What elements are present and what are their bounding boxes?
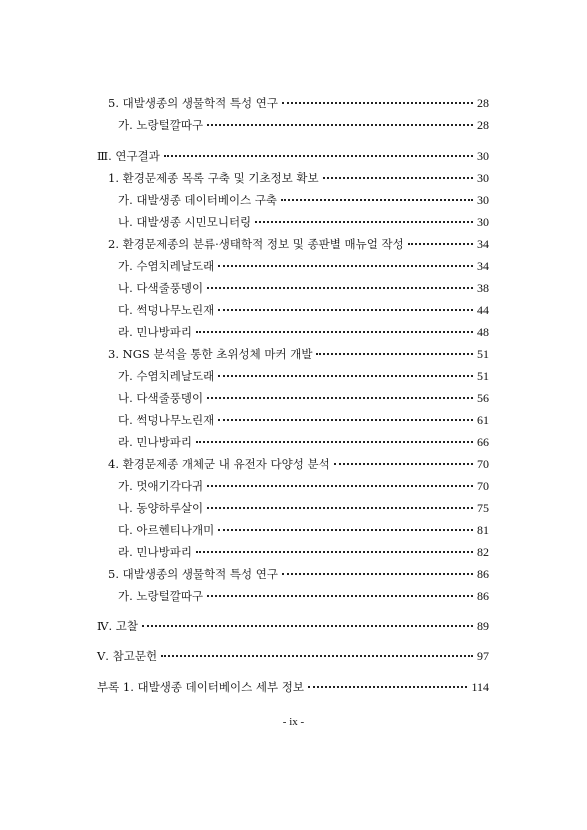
- dot-leader: [161, 655, 473, 657]
- toc-entry[interactable]: [118, 258, 489, 274]
- toc-page-number: 38: [477, 281, 489, 295]
- toc-entry-label: 가. 노랑털깔따구: [118, 589, 204, 603]
- toc-entry-label: Ⅲ. 연구결과: [97, 149, 160, 163]
- toc-page-number: 66: [477, 435, 489, 449]
- toc-page-number: 30: [477, 149, 489, 163]
- toc-entry-label: 라. 민나방파리: [118, 435, 192, 449]
- toc-page-number: 86: [477, 589, 489, 603]
- toc-page-number: 56: [477, 391, 489, 405]
- toc-page-number: 81: [477, 523, 489, 537]
- toc-page-number: 86: [477, 567, 489, 581]
- toc-entry[interactable]: [118, 280, 489, 296]
- toc-entry-label: 2. 환경문제종의 분류·생태학적 정보 및 종판별 매뉴얼 작성: [108, 237, 404, 251]
- toc-entry-label: 가. 수염치레날도래: [118, 369, 215, 383]
- toc-entry-label: 가. 노랑털깔따구: [118, 118, 204, 132]
- toc-entry[interactable]: [108, 236, 489, 252]
- toc-page-number: 114: [471, 680, 489, 694]
- toc-entry[interactable]: [118, 192, 489, 208]
- dot-leader: [207, 595, 473, 597]
- dot-leader: [218, 529, 473, 531]
- toc-entry-label: 1. 환경문제종 목록 구축 및 기초정보 확보: [108, 171, 319, 185]
- toc-entry[interactable]: [118, 117, 489, 133]
- toc-entry[interactable]: [118, 324, 489, 340]
- dot-leader: [282, 102, 473, 104]
- dot-leader: [218, 309, 473, 311]
- dot-leader: [255, 221, 473, 223]
- toc-entry-label: 나. 다색줄풍뎅이: [118, 281, 204, 295]
- toc-page-number: 30: [477, 171, 489, 185]
- toc-page-number: 28: [477, 118, 489, 132]
- toc-entry[interactable]: [108, 170, 489, 186]
- toc-page-number: 89: [477, 619, 489, 633]
- toc-entry-label: 가. 수염치레날도래: [118, 259, 215, 273]
- toc-entry[interactable]: [108, 566, 489, 582]
- toc-page-number: 51: [477, 369, 489, 383]
- toc-entry[interactable]: [108, 456, 489, 472]
- dot-leader: [218, 375, 473, 377]
- dot-leader: [334, 463, 473, 465]
- dot-leader: [207, 507, 473, 509]
- toc-entry-label: Ⅳ. 고찰: [97, 619, 139, 633]
- toc-entry-label: 라. 민나방파리: [118, 325, 192, 339]
- dot-leader: [207, 287, 473, 289]
- toc-entry-label: 나. 다색줄풍뎅이: [118, 391, 204, 405]
- toc-entry[interactable]: [118, 434, 489, 450]
- toc-page-number: 70: [477, 479, 489, 493]
- toc-entry-label: 다. 썩덩나무노린재: [118, 303, 215, 317]
- toc-entry[interactable]: [118, 478, 489, 494]
- dot-leader: [164, 155, 473, 157]
- dot-leader: [408, 243, 473, 245]
- toc-entry[interactable]: [97, 679, 489, 695]
- toc-entry-label: 5. 대발생종의 생물학적 특성 연구: [108, 567, 279, 581]
- toc-page-number: 70: [477, 457, 489, 471]
- toc-page-number: 44: [477, 303, 489, 317]
- toc-page-number: 48: [477, 325, 489, 339]
- toc-entry-label: 4. 환경문제종 개체군 내 유전자 다양성 분석: [108, 457, 330, 471]
- toc-entry-label: 가. 멋애기각다귀: [118, 479, 204, 493]
- toc-entry-label: 3. NGS 분석을 통한 초위성체 마커 개발: [108, 347, 313, 361]
- toc-entry[interactable]: [108, 95, 489, 111]
- toc-entry[interactable]: [118, 214, 489, 230]
- dot-leader: [281, 199, 473, 201]
- toc-entry[interactable]: [118, 412, 489, 428]
- dot-leader: [218, 265, 473, 267]
- dot-leader: [282, 573, 473, 575]
- toc-entry-label: 부록 1. 대발생종 데이터베이스 세부 정보: [97, 680, 304, 694]
- toc-page-number: 51: [477, 347, 489, 361]
- page-number: - ix -: [282, 716, 305, 728]
- toc-page-number: 97: [477, 649, 489, 663]
- toc-entry[interactable]: [108, 346, 489, 362]
- toc-page-number: 28: [477, 96, 489, 110]
- toc-entry-label: Ⅴ. 참고문헌: [97, 649, 158, 663]
- dot-leader: [207, 124, 473, 126]
- toc-entry-label: 나. 대발생종 시민모니터링: [118, 215, 252, 229]
- toc-entry-label: 다. 썩덩나무노린재: [118, 413, 215, 427]
- dot-leader: [316, 353, 473, 355]
- toc-page-number: 34: [477, 237, 489, 251]
- toc-entry[interactable]: [118, 368, 489, 384]
- toc-page-number: 30: [477, 215, 489, 229]
- toc-entry[interactable]: [118, 302, 489, 318]
- dot-leader: [323, 177, 473, 179]
- toc-entry[interactable]: [118, 522, 489, 538]
- toc-entry-label: 나. 동양하루살이: [118, 501, 204, 515]
- dot-leader: [218, 419, 473, 421]
- toc-page-number: 34: [477, 259, 489, 273]
- toc-entry[interactable]: [118, 500, 489, 516]
- toc-page-number: 82: [477, 545, 489, 559]
- toc-entry-label: 가. 대발생종 데이터베이스 구축: [118, 193, 278, 207]
- toc-entry[interactable]: [97, 648, 489, 664]
- dot-leader: [142, 625, 473, 627]
- dot-leader: [196, 331, 473, 333]
- toc-entry-label: 다. 아르헨티나개미: [118, 523, 215, 537]
- toc-entry[interactable]: [97, 618, 489, 634]
- toc-page-number: 75: [477, 501, 489, 515]
- dot-leader: [207, 485, 473, 487]
- toc-page-number: 61: [477, 413, 489, 427]
- dot-leader: [196, 551, 473, 553]
- toc-entry[interactable]: [118, 588, 489, 604]
- toc-page-number: 30: [477, 193, 489, 207]
- toc-entry[interactable]: [97, 148, 489, 164]
- dot-leader: [196, 441, 473, 443]
- toc-entry[interactable]: [118, 390, 489, 406]
- toc-entry-label: 라. 민나방파리: [118, 545, 192, 559]
- dot-leader: [207, 397, 473, 399]
- dot-leader: [308, 686, 467, 688]
- toc-entry-label: 5. 대발생종의 생물학적 특성 연구: [108, 96, 279, 110]
- toc-entry[interactable]: [118, 544, 489, 560]
